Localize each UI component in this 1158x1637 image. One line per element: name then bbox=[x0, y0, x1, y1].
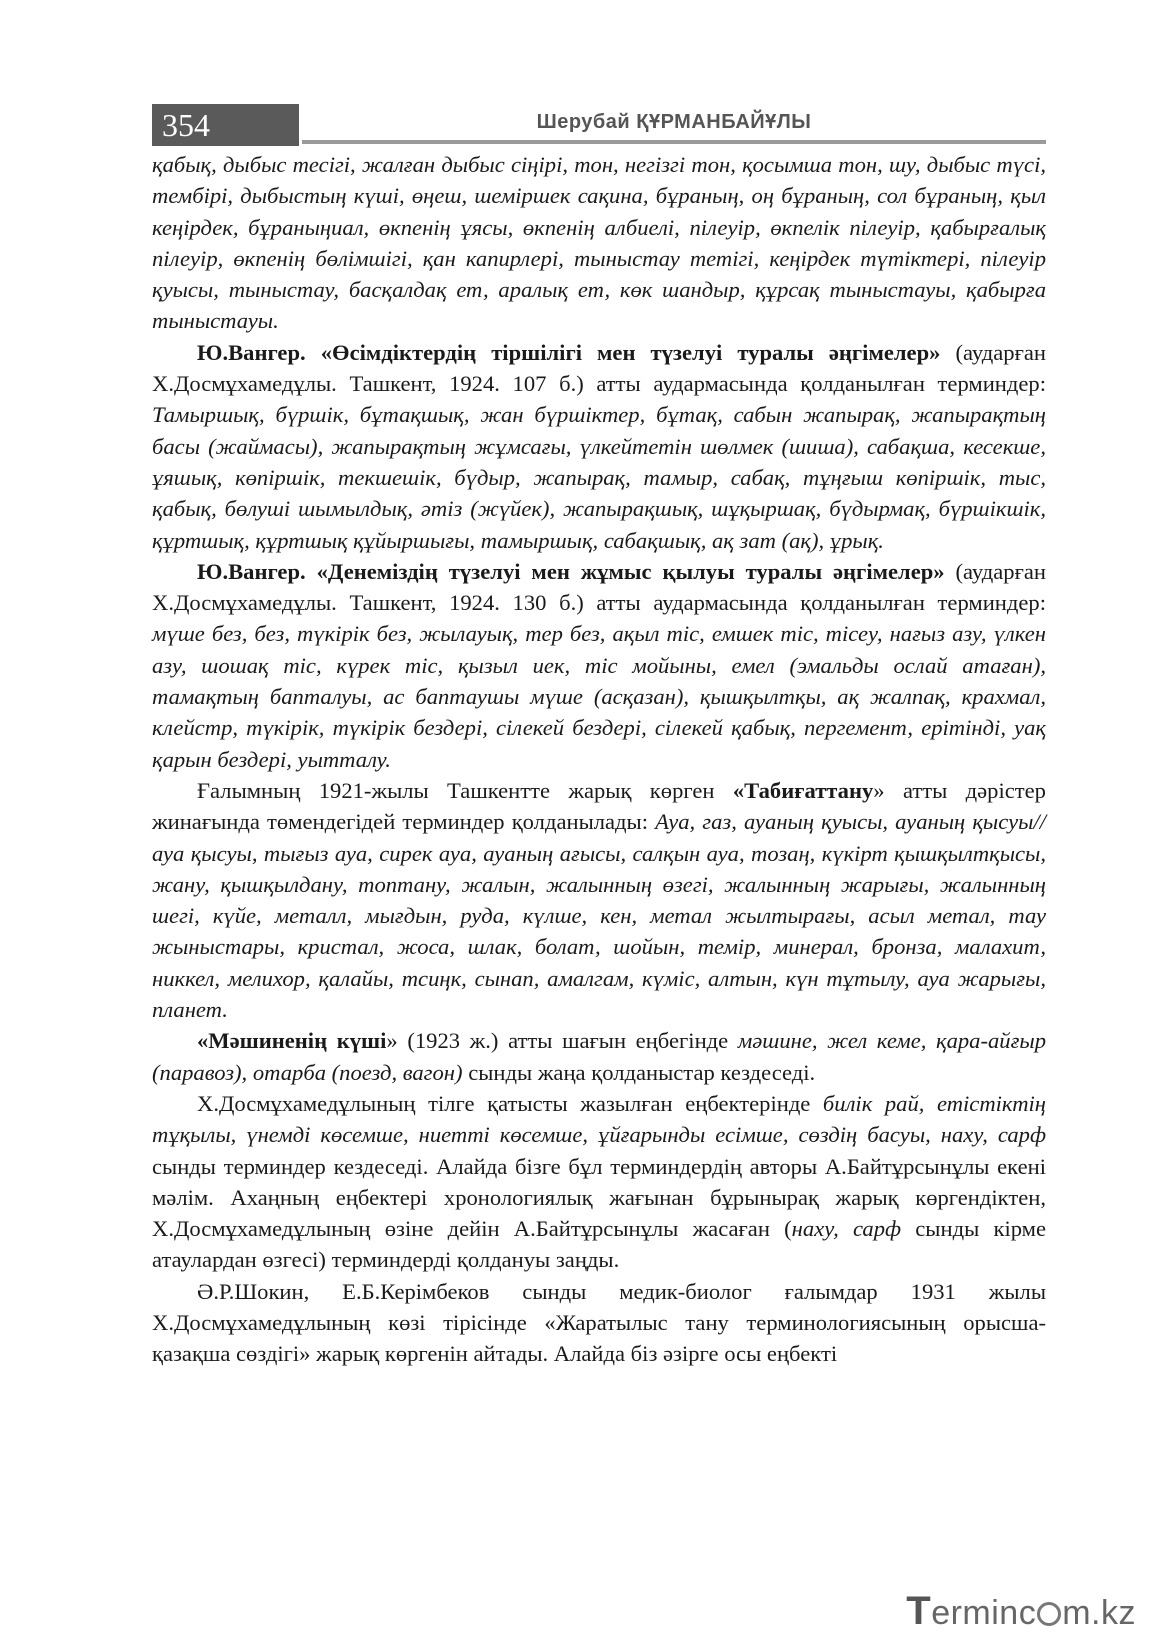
watermark-logo bbox=[906, 1589, 1136, 1633]
page-number: 354 bbox=[152, 104, 299, 146]
text-run: сынды кірме атаулардан өзгесі) терминдерді қолдануы заңды. bbox=[152, 1216, 1047, 1273]
text-run: сынды жаңа қолданыстар кездеседі. bbox=[462, 1059, 816, 1085]
paragraph bbox=[152, 337, 1046, 556]
bold-text: Ю.Вангер. «Өсімдіктердің тіршілігі мен түзелуі туралы әңгімелер» bbox=[197, 339, 941, 365]
italic-terms: билік рай, етістіктің тұқылы, үнемді көсемше, ниетті көсемше, ұйғарынды есімше, сөздің басуы, наху, сарф bbox=[152, 1090, 1046, 1148]
italic-terms: қабық, дыбыс тесігі, жалған дыбыс сіңірі, тон, негізгі тон, қосымша тон, шу, дыбыс түсі, тембірі, дыбыстың күші, өңеш, шеміршек сақина, бұраның, оң бұраның, сол бұраның, қыл кеңірдек, бұраныңиал, өкпенің ұясы, өкпенің албиелі, пілеуір, өкпелік пілеуір, қабырғалық пілеуір, өкпенің бөлімшігі, қан капирлері, тыныстау тетігі, кеңірдек түтіктері, пілеуір қуысы, тыныстау, басқалдақ ет, аралық ет, көк шандыр, құрсақ тыныстауы, қабырға тыныстауы. bbox=[152, 152, 1046, 334]
text-run: Ә.Р.Шокин, Е.Б.Керімбеков сынды медик-биолог ғалымдар 1931 жылы Х.Досмұхамедұлының көзі тірісінде «Жаратылыс тану терминологиясының орысша-қазақша сөздігі» жарық көргенін айтады. Алайда біз әзірге осы еңбекті bbox=[152, 1278, 1046, 1367]
paragraph bbox=[152, 556, 1046, 775]
italic-terms: Тамыршық, бүршік, бұтақшық, жан бүршіктер, бұтақ, сабын жапырақ, жапырақтың басы (жаймасы), жапырақтың жұмсағы, үлкейтетін шөлмек (шиша), сабақша, кесекше, ұяшық, көпіршік, текшешік, бүдыр, жапырақ, тамыр, сабақ, тұңғыш көпіршік, тыс, қабық, бөлуші шымылдық, әтіз (жүйек), жапырақшық, шұқыршақ, бүдырмақ, бүршікшік, құртшық, құртшық құйыршығы, тамыршық, сабақшық, ақ зат (ақ), ұрық. bbox=[152, 402, 1046, 553]
body-text bbox=[152, 149, 1046, 1370]
italic-terms: наху, сарф bbox=[791, 1216, 902, 1242]
bold-text: Ю.Вангер. «Денеміздің түзелуі мен жұмыс қылуы туралы әңгімелер» bbox=[197, 558, 945, 584]
paragraph bbox=[152, 149, 1046, 337]
text-run: » (1923 ж.) атты шағын еңбегінде bbox=[386, 1028, 738, 1054]
paragraph bbox=[152, 1088, 1046, 1276]
watermark-first-letter: T bbox=[906, 1589, 932, 1633]
italic-terms: Ауа, газ, ауаның қуысы, ауаның қысуы//ауа қысуы, тығыз ауа, сирек ауа, ауаның ағысы, салқын ауа, тозаң, күкірт қышқылтқысы, жану, қышқылдану, топтану, жалын, жалынның өзегі, жалынның жарығы, жалынның шегі, күйе, металл, мығдын, руда, күлше, кен, метал жылтырағы, асыл метал, тау жыныстары, кристал, жоса, шлак, болат, шойын, темір, минерал, бронза, малахит, никкел, мелихор, қалайы, тсиңк, сынап, амалгам, күміс, алтын, күн тұтылу, ауа жарығы, планет. bbox=[152, 809, 1046, 1023]
bold-text: «Мәшиненің күші bbox=[197, 1028, 387, 1054]
paragraph bbox=[152, 1276, 1046, 1370]
italic-terms: мәшине, жел кеме, қара-айғыр (паравоз), отарба (поезд, вагон) bbox=[152, 1028, 1046, 1085]
watermark-text-end: m.kz bbox=[1062, 1594, 1136, 1632]
text-run: сынды терминдер кездеседі. Алайда бізге бұл терминдердің авторы А.Байтұрсынұлы екені мәлім. Ахаңның еңбектері хронологиялық жағынан бұрынырақ жарық көргендіктен, Х.Досмұхамедұлының өзіне дейін А.Байтұрсынұлы жасаған ( bbox=[152, 1153, 1046, 1242]
page-header bbox=[152, 104, 1046, 146]
header-rule bbox=[302, 140, 1046, 144]
watermark-circle-icon bbox=[1037, 1602, 1061, 1626]
text-run: Ғалымның 1921-жылы Ташкентте жарық көрген bbox=[197, 777, 733, 803]
text-run: (аударған Х.Досмұхамедұлы. Ташкент, 1924. 130 б.) атты аудармасында қолданылған терминдер: bbox=[152, 558, 1046, 616]
bold-text: «Табиғаттану bbox=[732, 777, 874, 803]
italic-terms: мүше без, без, түкірік без, жылауық, тер без, ақыл тіс, емшек тіс, тісеу, нағыз азу, үлкен азу, шошақ тіс, күрек тіс, қызыл иек, тіс мойыны, емел (эмальды ослай атаған), тамақтың бапталуы, ас баптаушы мүше (асқазан), қышқылтқы, ақ жалпақ, крахмал, клейстр, түкірік, түкірік бездері, сілекей бездері, сілекей қабық, пергемент, ерітінді, уақ қарын бездері, уытталу. bbox=[152, 621, 1046, 772]
paragraph bbox=[152, 775, 1046, 1025]
text-run: (аударған Х.Досмұхамедұлы. Ташкент, 1924. 107 б.) атты аудармасында қолданылған терминдер: bbox=[152, 339, 1046, 397]
text-run: Х.Досмұхамедұлының тілге қатысты жазылған еңбектерінде bbox=[197, 1090, 823, 1116]
watermark-text-start: erminc bbox=[931, 1594, 1037, 1632]
text-run: » атты дәрістер жинағында төмендегідей терминдер қолданылады: bbox=[152, 777, 1046, 835]
paragraph bbox=[152, 1025, 1046, 1088]
running-head: Шерубай ҚҰРМАНБАЙҰЛЫ bbox=[536, 111, 812, 133]
